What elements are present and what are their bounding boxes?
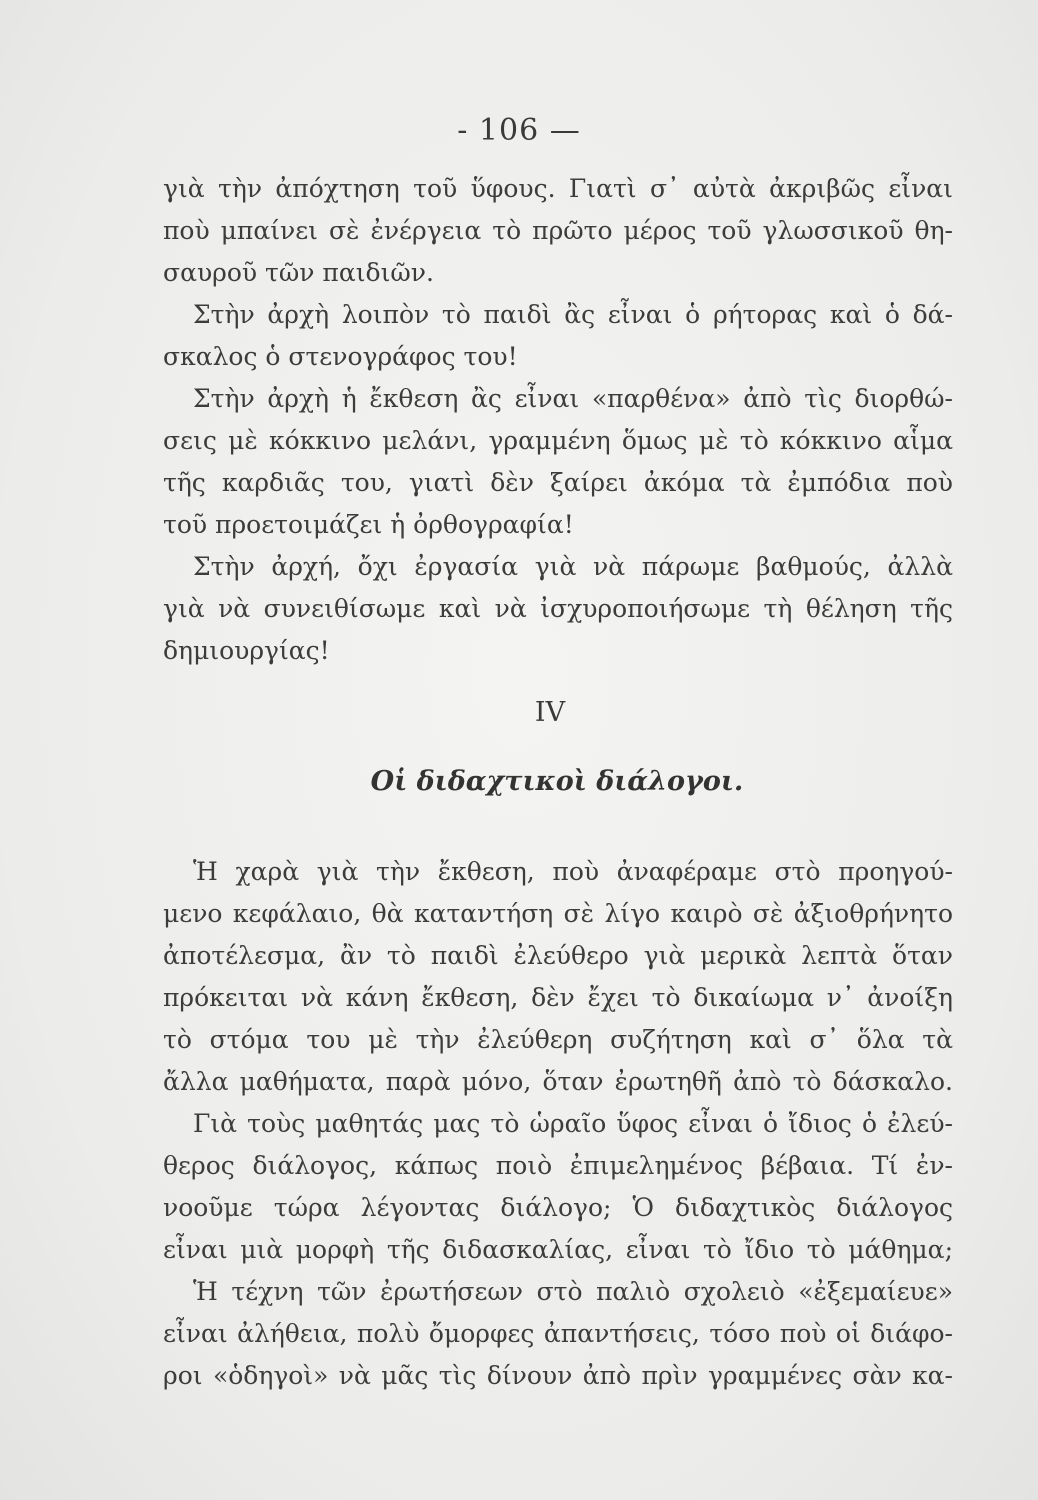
text-line: ροι «ὁδηγοὶ» νὰ μᾶς τὶς δίνουν ἀπὸ πρὶν γραμμένες σὰν κα-: [163, 1361, 953, 1390]
text-line: εἶναι μιὰ μορφὴ τῆς διδασκαλίας, εἶναι τὸ ἴδιο τὸ μάθημα;: [163, 1235, 953, 1264]
text-line: νοοῦμε τώρα λέγοντας διάλογο; Ὁ διδαχτικὸς διάλογος: [163, 1193, 953, 1222]
text-line: ἀποτέλεσμα, ἂν τὸ παιδὶ ἐλεύθερο γιὰ μερικὰ λεπτὰ ὅταν: [163, 941, 953, 970]
text-block-bottom: [163, 851, 953, 1397]
section-number: IV: [534, 697, 566, 728]
text-line: εἶναι ἀλήθεια, πολὺ ὄμορφες ἀπαντήσεις, τόσο ποὺ οἱ διάφο-: [163, 1319, 953, 1348]
text-line: πρόκειται νὰ κάνη ἔκθεση, δὲν ἔχει τὸ δικαίωμα ν᾽ ἀνοίξη: [163, 983, 953, 1012]
text-line: ἄλλα μαθήματα, παρὰ μόνο, ὅταν ἐρωτηθῆ ἀπὸ τὸ δάσκαλο.: [163, 1067, 953, 1096]
text-line: σκαλος ὁ στενογράφος του!: [163, 342, 518, 371]
text-line: τῆς καρδιᾶς του, γιατὶ δὲν ξαίρει ἀκόμα τὰ ἐμπόδια ποὺ: [163, 468, 953, 497]
text-line: Στὴν ἀρχὴ λοιπὸν τὸ παιδὶ ἂς εἶναι ὁ ρήτορας καὶ ὁ δά-: [193, 300, 953, 329]
text-line: Στὴν ἀρχὴ ἡ ἔκθεση ἂς εἶναι «παρθένα» ἀπὸ τὶς διορθώ-: [193, 384, 953, 413]
text-line: δημιουργίας!: [163, 636, 330, 665]
text-block-top: [163, 168, 953, 672]
text-line: τοῦ προετοιμάζει ἡ ὀρθογραφία!: [163, 510, 574, 539]
text-line: θερος διάλογος, κάπως ποιὸ ἐπιμελημένος βέβαια. Τί ἐν-: [163, 1151, 953, 1180]
text-line: Στὴν ἀρχή, ὄχι ἐργασία γιὰ νὰ πάρωμε βαθμούς, ἀλλὰ: [193, 552, 953, 581]
text-line: Ἡ χαρὰ γιὰ τὴν ἔκθεση, ποὺ ἀναφέραμε στὸ προηγού-: [193, 857, 953, 886]
page-number: - 106 —: [457, 113, 581, 148]
text-line: γιὰ νὰ συνειθίσωμε καὶ νὰ ἰσχυροποιήσωμε τὴ θέληση τῆς: [163, 594, 953, 623]
text-line: ποὺ μπαίνει σὲ ἐνέργεια τὸ πρῶτο μέρος τοῦ γλωσσικοῦ θη-: [163, 216, 953, 245]
text-line: σαυροῦ τῶν παιδιῶν.: [163, 258, 434, 287]
text-line: γιὰ τὴν ἀπόχτηση τοῦ ὕφους. Γιατὶ σ᾽ αὐτὰ ἀκριβῶς εἶναι: [163, 174, 953, 203]
text-line: μενο κεφάλαιο, θὰ καταντήση σὲ λίγο καιρὸ σὲ ἀξιοθρήνητο: [163, 899, 953, 928]
text-line: τὸ στόμα του μὲ τὴν ἐλεύθερη συζήτηση καὶ σ᾽ ὅλα τὰ: [163, 1025, 953, 1054]
text-line: Ἡ τέχνη τῶν ἐρωτήσεων στὸ παλιὸ σχολειὸ «ἐξεμαίευε»: [193, 1277, 953, 1306]
section-title: Οἱ διδαχτικοὶ διάλογοι.: [370, 766, 744, 797]
text-line: Γιὰ τοὺς μαθητάς μας τὸ ὡραῖο ὕφος εἶναι ὁ ἴδιος ὁ ἐλεύ-: [193, 1109, 953, 1138]
text-line: σεις μὲ κόκκινο μελάνι, γραμμένη ὅμως μὲ τὸ κόκκινο αἷμα: [163, 426, 953, 455]
